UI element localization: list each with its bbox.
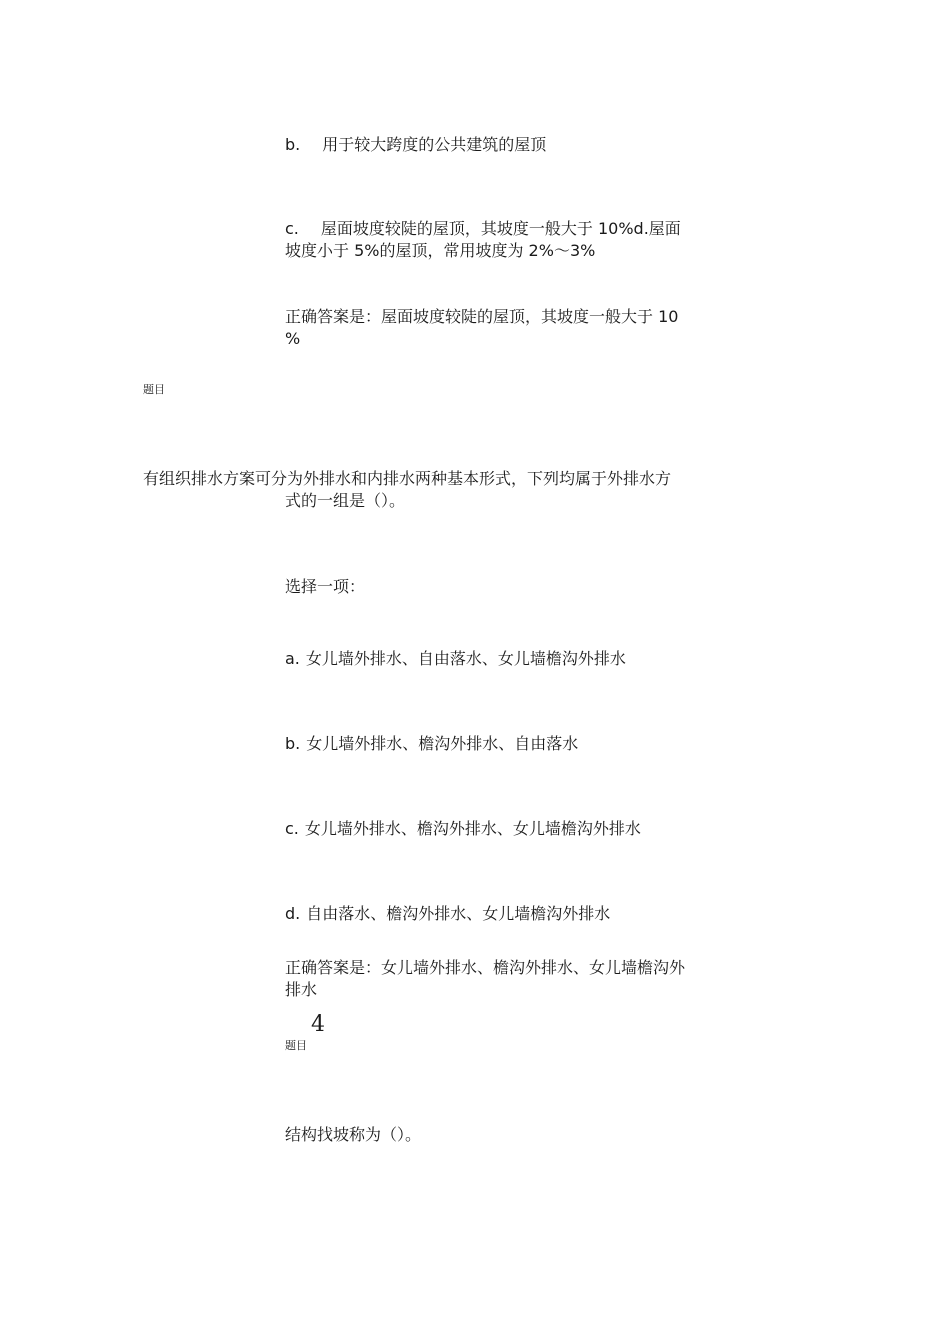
answer-line1: 正确答案是：屋面坡度较陡的屋顶，其坡度一般大于 10 [285, 307, 679, 326]
question-text: 结构找坡称为（）。 [285, 1125, 422, 1144]
option-letter: d. [285, 904, 301, 923]
correct-answer [285, 957, 715, 1001]
option-letter: a. [285, 649, 300, 668]
question-heading: 题目 [143, 383, 165, 396]
option-text: 自由落水、檐沟外排水、女儿墙檐沟外排水 [306, 904, 611, 923]
choose-label: 选择一项： [285, 577, 366, 596]
option-text: 女儿墙外排水、檐沟外排水、自由落水 [306, 734, 579, 753]
option-a[interactable] [285, 648, 626, 670]
option-text: 女儿墙外排水、自由落水、女儿墙檐沟外排水 [305, 649, 626, 668]
option-c[interactable] [285, 818, 641, 840]
option-b[interactable] [285, 733, 578, 755]
option-c[interactable] [285, 218, 715, 262]
option-d[interactable] [285, 903, 610, 925]
answer-line2: % [285, 329, 301, 348]
correct-answer [285, 306, 715, 350]
answer-line1: 正确答案是：女儿墙外排水、檐沟外排水、女儿墙檐沟外 [285, 958, 686, 977]
option-letter: b. [285, 734, 301, 753]
answer-line2: 排水 [285, 980, 318, 999]
option-text: 用于较大跨度的公共建筑的屋顶 [322, 135, 547, 154]
option-text-line1: 屋面坡度较陡的屋顶，其坡度一般大于 10%d.屋面 [320, 219, 681, 238]
option-letter: b. [285, 135, 301, 154]
option-text-line2: 坡度小于 5%的屋顶，常用坡度为 2%〜3% [285, 241, 596, 260]
question-heading: 题目 [285, 1039, 307, 1052]
option-text: 女儿墙外排水、檐沟外排水、女儿墙檐沟外排水 [304, 819, 641, 838]
question-line2: 式的一组是（）。 [285, 491, 406, 510]
option-letter: c. [285, 819, 299, 838]
question-line1: 有组织排水方案可分为外排水和内排水两种基本形式，下列均属于外排水方 [143, 469, 672, 488]
question-number: 4 [311, 1012, 325, 1037]
option-b[interactable] [285, 134, 546, 156]
question-text [143, 468, 671, 512]
option-letter: c. [285, 219, 299, 238]
